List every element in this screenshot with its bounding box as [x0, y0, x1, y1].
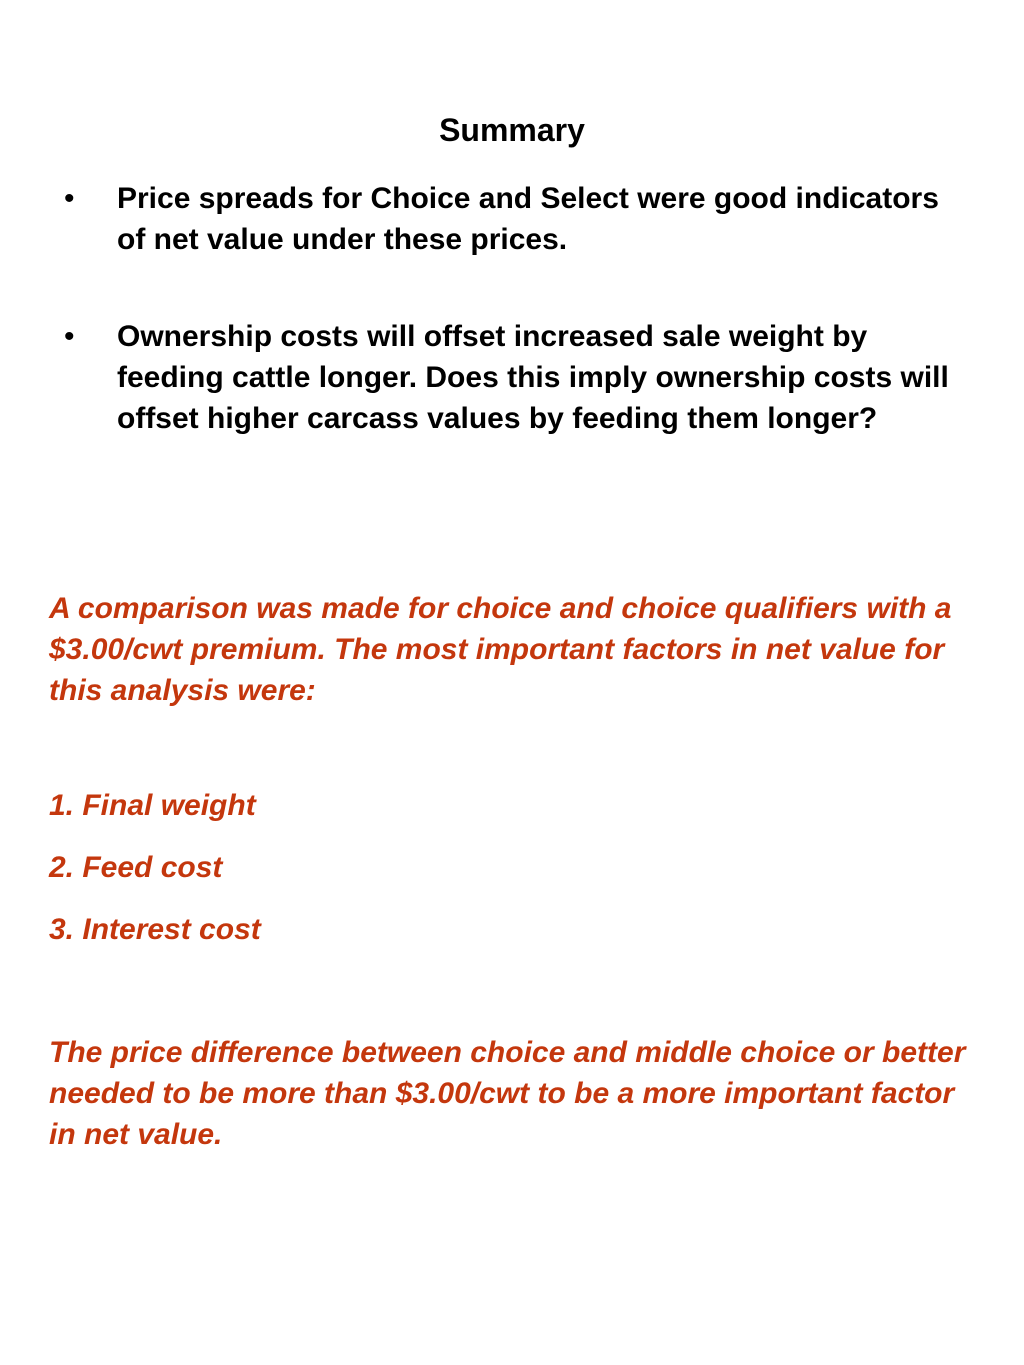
bullet-item	[0, 316, 1024, 439]
bullet-dot-icon: •	[64, 182, 75, 215]
bullet-text: Ownership costs will offset increased sale weight by feeding cattle longer. Does this imply ownership costs will offset higher carcass values by feeding them longer?	[117, 320, 949, 435]
bullet-dot-icon: •	[64, 320, 75, 353]
factor-item: 1. Final weight	[49, 789, 256, 822]
slide-title: Summary	[439, 112, 585, 148]
bullet-item	[0, 178, 1024, 260]
factor-item: 2. Feed cost	[49, 851, 223, 884]
factor-item: 3. Interest cost	[49, 913, 261, 946]
comparison-intro: A comparison was made for choice and choice qualifiers with a $3.00/cwt premium. The most important factors in net value for this analysis were:	[49, 592, 952, 707]
factor-list	[49, 785, 261, 950]
bullet-text: Price spreads for Choice and Select were good indicators of net value under these prices.	[117, 182, 939, 256]
bullet-list	[0, 178, 1024, 439]
conclusion-text: The price difference between choice and middle choice or better needed to be more than $3.00/cwt to be a more important factor in net value.	[49, 1036, 966, 1151]
